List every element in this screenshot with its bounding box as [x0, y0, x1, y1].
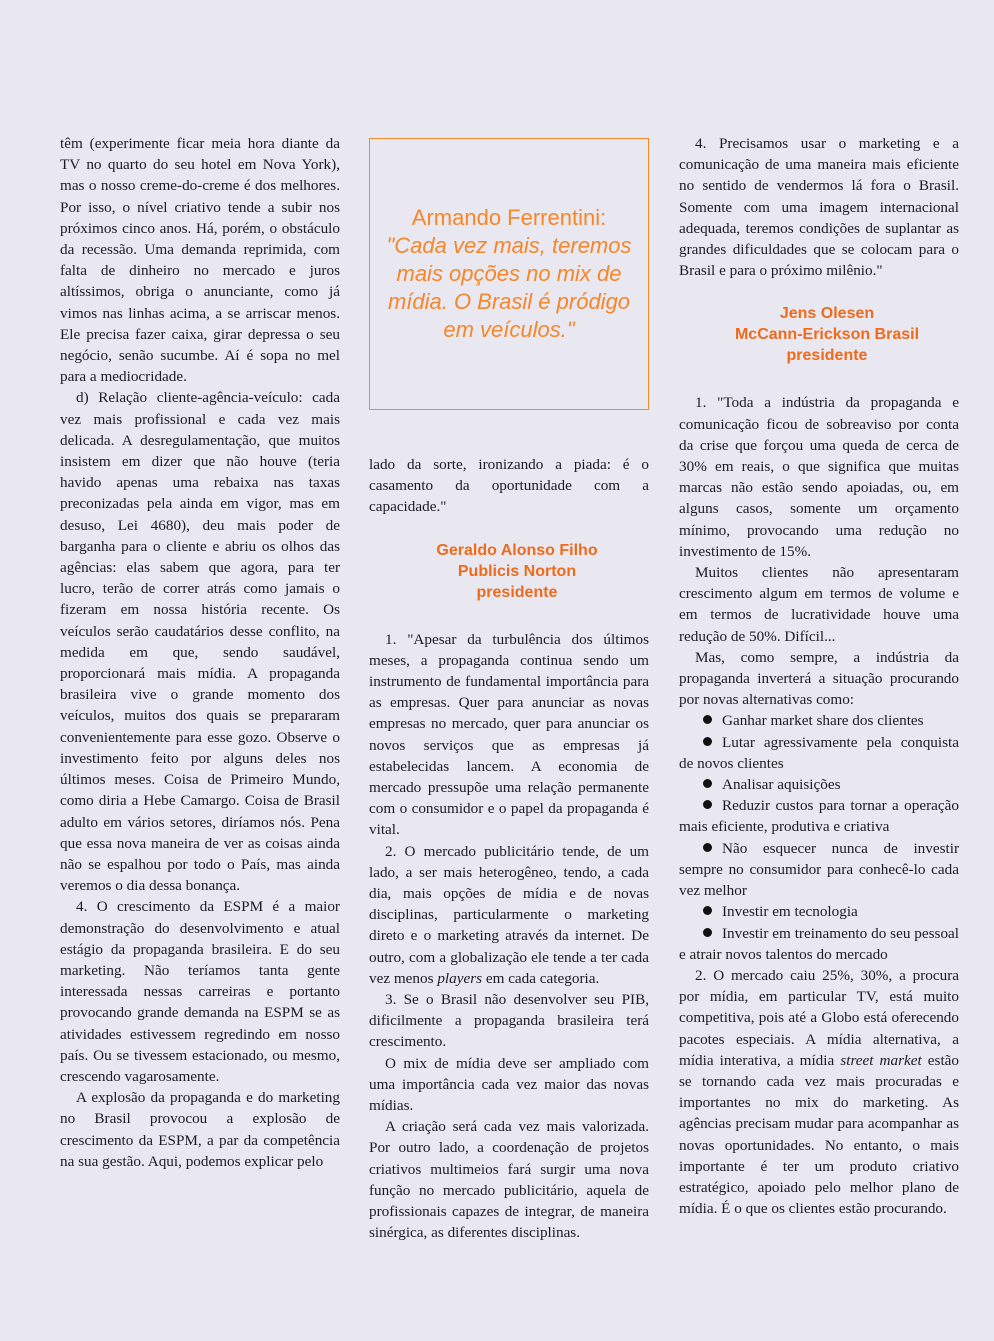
signature-company: McCann-Erickson Brasil [734, 326, 920, 344]
column-middle [369, 454, 649, 1244]
paragraph: 4. Precisamos usar o marketing e a comunicação de uma maneira mais eficiente no sentido de vendermos lá fora o Brasil. Somente com uma imagem internacional adequada, teremos condições de suplantar as grandes dificuldades que se colocam para o Brasil e para o próximo milênio." [679, 135, 959, 280]
paragraph: A explosão da propaganda e do marketing no Brasil provocou a explosão de crescimento da ESPM, a par da competência na sua gestão. Aqui, podemos explicar pelo [60, 1089, 340, 1170]
paragraph: 1. "Toda a indústria da propaganda e comunicação ficou de sobreaviso por conta da crise que forçou uma queda de cerca de 30% em reais, o que significa que muitas marcas não estão sendo apoiadas, ou, em alguns casos, somente um orçamento mínimo, provocando uma redução no investimento de 15%. [679, 394, 959, 560]
list-item: Reduzir custos para tornar a operação mais eficiente, produtiva e criativa [679, 797, 959, 836]
bullet-dot-icon [703, 737, 712, 746]
paragraph: 2. O mercado caiu 25%, 30%, a procura por mídia, em particular TV, está muito competitiva, pois até a Globo está oferecendo pacotes especiais. A mídia alternativa, a mídia interativa, a mídia street market estão se tornando cada vez mais procuradas e importantes no mix do marketing. As agências precisam mudar para acompanhar as novas oportunidades. No entanto, o mais importante é ter um produto criativo estratégico, apoiado pelo melhor plano de mídia. É o que os clientes estão procurando. [679, 966, 959, 1218]
pull-quote-text: "Cada vez mais, teremos mais opções no mix de mídia. O Brasil é pródigo em veículos." [386, 233, 632, 342]
paragraph: 3. Se o Brasil não desenvolver seu PIB, dificilmente a propaganda brasileira terá crescimento. [369, 991, 649, 1051]
bullet-list [679, 710, 959, 964]
pull-quote [370, 204, 648, 344]
list-item: Investir em tecnologia [679, 901, 959, 922]
paragraph: A criação será cada vez mais valorizada. Por outro lado, a coordenação de projetos criativos multimeios fará surgir uma nova função no mercado publicitário, aquela de profissionais capazes de integrar, de maneira sinérgica, as diferentes disciplinas. [369, 1118, 649, 1242]
signature-name: Geraldo Alonso Filho [436, 541, 598, 559]
bullet-dot-icon [703, 800, 712, 809]
paragraph: lado da sorte, ironizando a piada: é o casamento da oportunidade com a capacidade." [369, 456, 649, 516]
bullet-dot-icon [703, 928, 712, 937]
signature-role: presidente [476, 583, 558, 601]
signature-block [679, 281, 959, 392]
list-item: Analisar aquisições [679, 774, 959, 795]
pull-quote-author: Armando Ferrentini: [411, 205, 607, 230]
list-item: Investir em treinamento do seu pessoal e atrair novos talentos do mercado [679, 924, 959, 963]
paragraph: 1. "Apesar da turbulência dos últimos meses, a propaganda continua sendo um instrumento de fundamental importância para as empresas. Quer para anunciar as novas empresas no mercado, quer para anunciar os novos serviços que as empresas já estabelecidas lancem. A economia de mercado pressupõe uma relação permanente com o consumidor e o papel da propaganda é vital. [369, 630, 649, 839]
bullet-dot-icon [703, 843, 712, 852]
bullet-dot-icon [703, 906, 712, 915]
column-left [60, 133, 340, 1172]
signature-name: Jens Olesen [779, 305, 875, 323]
bullet-dot-icon [703, 715, 712, 724]
column-right [679, 133, 959, 1219]
signature-role: presidente [786, 347, 868, 365]
signature-block [369, 518, 649, 629]
paragraph: d) Relação cliente-agência-veículo: cada vez mais profissional e cada vez mais delicada. A desregulamentação, que muitos insistem em dizer que não houve (teria havido apenas uma rebaixa nas taxas preconizadas pela ainda em vigor, mas em desuso, Lei 4680), deu mais poder de barganha para o cliente e abriu os olhos das agências: elas sabem que agora, para ter lucro, terão de correr atrás como jamais o fizeram em nossa história recente. Os veículos serão caudatários desse conflito, na medida em que, sendo saudável, proporcionará mais mídia. A propaganda brasileira vive o grande momento dos veículos, muitos dos quais se prepararam convenientemente para esse gozo. Observe o investimento feito por alguns deles nos últimos meses. Coisa de Primeiro Mundo, como diria a Hebe Camargo. Coisa de Brasil adulto em vários setores, diríamos nós. Pena que essa nova maneira de ver as coisas ainda não se espalhou por todo o País, mas ainda veremos o dia dessa bonança. [60, 389, 340, 895]
emphasis: street market [840, 1051, 922, 1069]
paragraph: têm (experimente ficar meia hora diante da TV no quarto do seu hotel em Nova York), mas o nosso creme-do-creme é dos melhores. Por isso, o nível criativo tende a subir nos próximos cinco anos. Há, porém, o obstáculo da recessão. Uma demanda reprimida, com falta de dinheiro no mercado e juros altíssimos, obriga o anunciante, como já vimos nas linhas acima, a se arriscar menos. Ele precisa fazer caixa, girar depressa o seu negócio, senão sucumbe. Aí é sopa no mel para a mediocridade. [60, 135, 340, 386]
list-item: Ganhar market share dos clientes [679, 710, 959, 731]
pull-quote-box [369, 138, 649, 410]
emphasis: players [437, 969, 483, 987]
list-item: Lutar agressivamente pela conquista de novos clientes [679, 733, 959, 772]
paragraph: 4. O crescimento da ESPM é a maior demonstração do desenvolvimento e atual estágio da propaganda brasileira. E do seu marketing. Não teríamos tanta gente interessada nessas carreiras e portanto provocando grande demanda na ESPM se as atividades estivessem regredindo em nosso país. Ou se tivessem estacionado, ou mesmo, crescendo vagarosamente. [60, 898, 340, 1085]
list-item: Não esquecer nunca de investir sempre no consumidor para conhecê-lo cada vez melhor [679, 839, 959, 900]
bullet-dot-icon [703, 779, 712, 788]
paragraph: O mix de mídia deve ser ampliado com uma importância cada vez maior das novas mídias. [369, 1054, 649, 1115]
paragraph: Mas, como sempre, a indústria da propaganda inverterá a situação procurando por novas alternativas como: [679, 648, 959, 709]
paragraph: 2. O mercado publicitário tende, de um lado, a ser mais heterogêneo, tendo, a cada dia, mais opções de mídia e de novas disciplinas, particularmente o marketing direto e o marketing através da internet. De outro, com a globalização ele tende a ter cada vez menos players em cada categoria. [369, 842, 649, 987]
paragraph: Muitos clientes não apresentaram crescimento algum em termos de volume e em termos de lucratividade houve uma redução de 50%. Difícil... [679, 564, 959, 645]
signature-company: Publicis Norton [457, 562, 577, 580]
